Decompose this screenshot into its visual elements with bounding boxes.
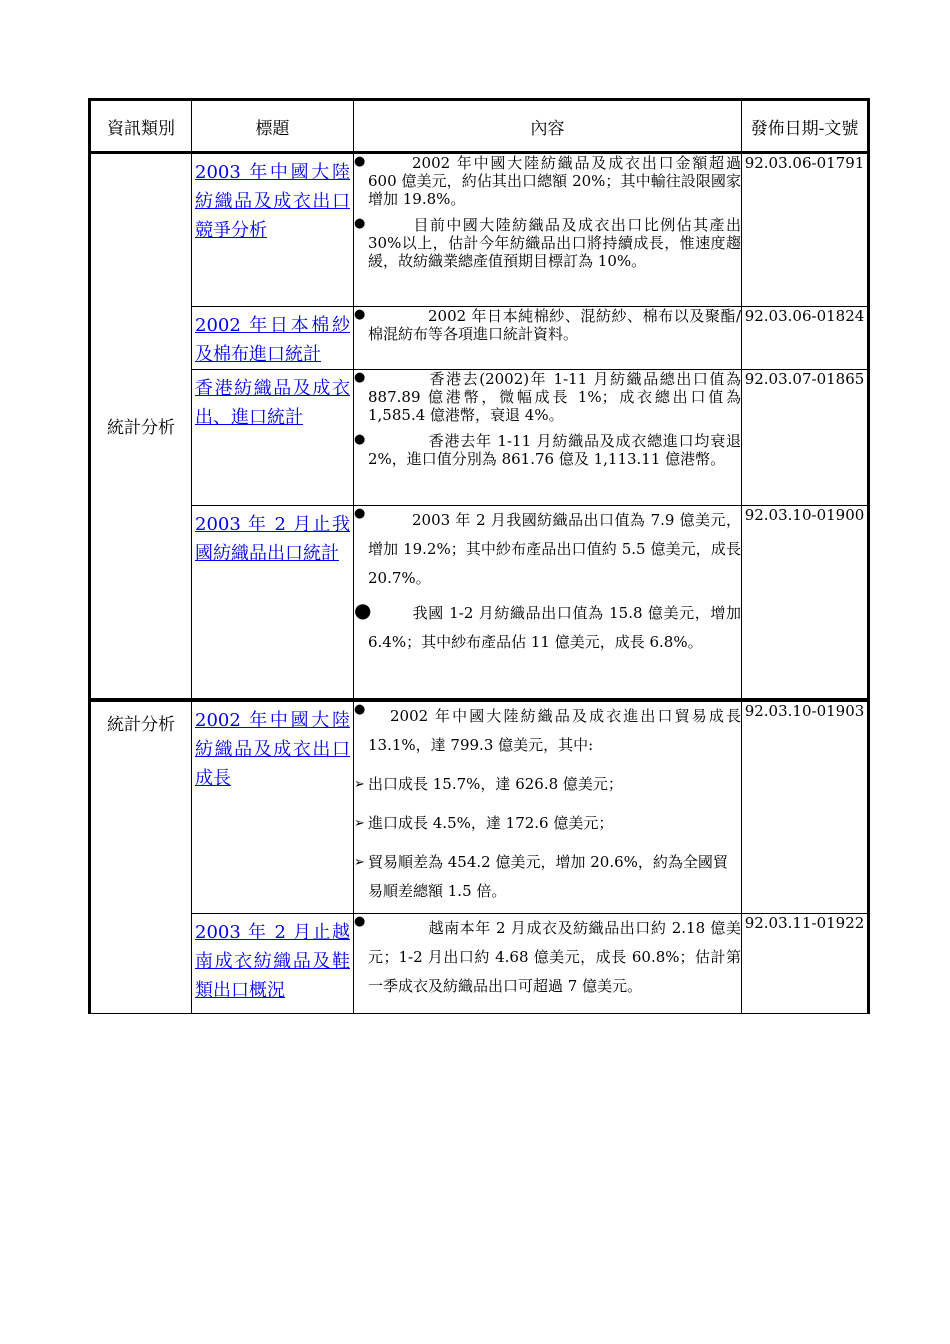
sub-list-item: ➢ 進口成長 4.5%，達 172.6 億美元； xyxy=(354,809,741,838)
title-link[interactable]: 2003 年中國大陸紡織品及成衣出口競爭分析 xyxy=(195,162,350,241)
list-item: ● 越南本年 2 月成衣及紡織品出口約 2.18 億美元；1-2 月出口約 4.68 億美元，成長 60.8%；估計第一季成衣及紡織品出口可超過 7 億美元。 xyxy=(354,914,741,995)
sub-list-item: ➢ 貿易順差為 454.2 億美元，增加 20.6%，約為全國貿易順差總額 1.5 倍。 xyxy=(354,848,741,906)
table-row xyxy=(90,506,869,700)
date-cell: 92.03.10-01900 xyxy=(742,506,869,700)
title-cell xyxy=(192,506,354,700)
table-row xyxy=(90,153,869,307)
bullet-icon: ● xyxy=(354,598,372,622)
category-cell: 統計分析 xyxy=(90,153,192,700)
bullet-icon: ● xyxy=(354,701,366,717)
date-cell: 92.03.06-01791 xyxy=(742,153,869,307)
list-item: ● 香港去(2002)年 1-11 月紡織品總出口值為 887.89 億港幣，微幅成長 1%；成衣總出口值為 1,585.4 億港幣，衰退 4%。 xyxy=(354,370,741,424)
table-row xyxy=(90,700,869,914)
table-row xyxy=(90,914,869,1014)
category-cell: 統計分析 xyxy=(90,700,192,1014)
content-cell xyxy=(354,307,742,370)
title-link[interactable]: 2003 年 2 月止我國紡織品出口統計 xyxy=(195,514,350,564)
date-cell: 92.03.11-01922 xyxy=(742,914,869,1014)
header-category: 資訊類別 xyxy=(90,100,192,153)
header-row xyxy=(90,100,869,153)
title-link[interactable]: 香港紡織品及成衣出、進口統計 xyxy=(195,378,350,428)
bullet-icon: ● xyxy=(354,307,366,322)
title-link[interactable]: 2002 年中國大陸紡織品及成衣出口成長 xyxy=(195,709,350,789)
title-cell xyxy=(192,370,354,506)
bullet-icon: ● xyxy=(354,154,366,169)
bullet-icon: ● xyxy=(354,506,366,521)
arrow-bullet-icon: ➢ xyxy=(354,854,365,870)
date-cell: 92.03.06-01824 xyxy=(742,307,869,370)
header-date: 發佈日期-文號 xyxy=(742,100,869,153)
header-content: 內容 xyxy=(354,100,742,153)
title-cell xyxy=(192,700,354,914)
date-cell: 92.03.07-01865 xyxy=(742,370,869,506)
sub-list-item: ➢ 出口成長 15.7%，達 626.8 億美元； xyxy=(354,770,741,799)
title-link[interactable]: 2003 年 2 月止越南成衣紡織品及鞋類出口概況 xyxy=(195,922,350,1001)
list-item: ● 目前中國大陸紡織品及成衣出口比例佔其產出 30%以上，估計今年紡織品出口將持續成長，惟速度趨緩，故紡織業總產值預期目標訂為 10%。 xyxy=(354,216,741,270)
content-cell xyxy=(354,914,742,1014)
content-cell xyxy=(354,700,742,914)
bullet-icon: ● xyxy=(354,370,366,385)
table-row xyxy=(90,307,869,370)
title-cell xyxy=(192,153,354,307)
info-table xyxy=(88,98,870,1014)
header-title: 標題 xyxy=(192,100,354,153)
content-cell xyxy=(354,506,742,700)
arrow-bullet-icon: ➢ xyxy=(354,776,365,792)
title-cell xyxy=(192,307,354,370)
list-item: ● 2002 年日本純棉紗、混紡紗、棉布以及聚酯/棉混紡布等各項進口統計資料。 xyxy=(354,307,741,343)
list-item: ● 2002 年中國大陸紡織品及成衣進出口貿易成長 13.1%，達 799.3 億美元，其中: xyxy=(354,701,741,754)
list-item: ● 香港去年 1-11 月紡織品及成衣總進口均衰退 2%，進口值分別為 861.76 億及 1,113.11 億港幣。 xyxy=(354,432,741,468)
bullet-icon: ● xyxy=(354,432,366,447)
list-item: ● 2002 年中國大陸紡織品及成衣出口金額超過 600 億美元，約佔其出口總額 20%；其中輸往設限國家增加 19.8%。 xyxy=(354,154,741,208)
content-cell xyxy=(354,370,742,506)
bullet-icon: ● xyxy=(354,216,366,231)
title-cell xyxy=(192,914,354,1014)
date-cell: 92.03.10-01903 xyxy=(742,700,869,914)
title-link[interactable]: 2002 年日本棉紗及棉布進口統計 xyxy=(195,315,350,365)
list-item: ● 我國 1-2 月紡織品出口值為 15.8 億美元，增加 6.4%；其中紗布產品佔 11 億美元，成長 6.8%。 xyxy=(354,598,741,651)
list-item: ● 2003 年 2 月我國紡織品出口值為 7.9 億美元，增加 19.2%；其中紗布產品出口值約 5.5 億美元，成長 20.7%。 xyxy=(354,506,741,587)
bullet-icon: ● xyxy=(354,914,366,929)
content-cell xyxy=(354,153,742,307)
arrow-bullet-icon: ➢ xyxy=(354,815,365,831)
table-row xyxy=(90,370,869,506)
